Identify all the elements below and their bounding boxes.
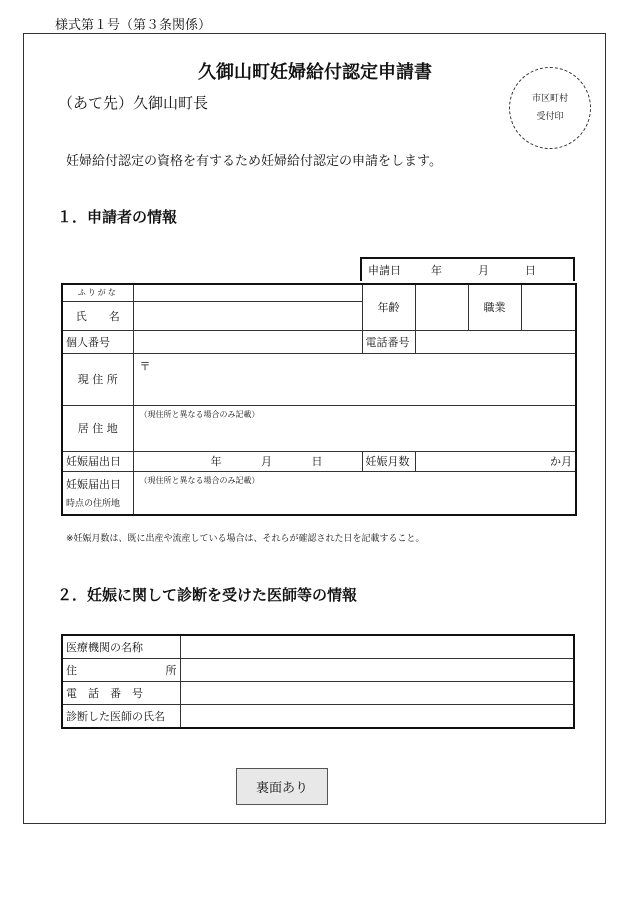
current-address-field[interactable] (133, 353, 576, 405)
application-date-month: 月 (478, 264, 489, 277)
application-date-label: 申請日 (368, 264, 401, 277)
pregnancy-months-field[interactable] (415, 451, 576, 471)
form-title: 久御山町妊婦給付認定申請書 (198, 62, 432, 83)
occupation-label: 職業 (468, 284, 521, 330)
report-address-note: （現住所と異なる場合のみ記載） (139, 475, 260, 485)
pregnancy-report-date-field[interactable] (133, 451, 362, 471)
residence-note: （現住所と異なる場合のみ記載） (139, 409, 260, 419)
doctor-phone-field[interactable] (180, 682, 574, 705)
report-address-label-line2: 時点の住所地 (66, 499, 121, 510)
personal-number-field[interactable] (133, 330, 362, 353)
report-address-field[interactable] (133, 471, 576, 515)
age-field[interactable] (415, 284, 468, 330)
name-field[interactable] (133, 301, 362, 330)
section-2-heading: ２．妊娠に関して診断を受けた医師等の情報 (57, 586, 358, 604)
postal-mark: 〒 (139, 359, 151, 373)
institution-label: 医療機関の名称 (62, 635, 180, 659)
phone-label: 電話番号 (362, 330, 415, 353)
stamp-line2: 受付印 (536, 112, 564, 122)
name-label: 氏 名 (62, 301, 133, 330)
applicant-table (61, 283, 577, 516)
current-address-label: 現 住 所 (62, 353, 133, 405)
doctor-phone-label: 電 話 番 号 (62, 682, 180, 705)
institution-field[interactable] (180, 635, 574, 659)
age-label: 年齢 (362, 284, 415, 330)
report-address-label (62, 471, 133, 515)
footnote: ※妊娠月数は、既に出産や流産している場合は、それらが確認された日を記載すること。 (66, 534, 425, 544)
months-unit: か月 (550, 455, 572, 468)
doctor-name-field[interactable] (180, 705, 574, 729)
lead-text: 妊婦給付認定の資格を有するため妊婦給付認定の申請をします。 (66, 154, 442, 169)
report-year: 年 (210, 455, 222, 468)
pregnancy-report-date-label: 妊娠届出日 (62, 451, 133, 471)
reception-stamp-area (509, 67, 591, 149)
application-date-year: 年 (431, 264, 442, 277)
residence-field[interactable] (133, 405, 576, 451)
addressee: （あて先）久御山町長 (58, 94, 209, 112)
doctor-table (61, 634, 575, 729)
furigana-field[interactable] (133, 284, 362, 301)
doctor-address-field[interactable] (180, 659, 574, 682)
occupation-field[interactable] (521, 284, 576, 330)
furigana-label: ふりがな (62, 284, 133, 301)
phone-field[interactable] (415, 330, 576, 353)
doctor-name-label: 診断した医師の氏名 (62, 705, 180, 729)
doctor-address-label-a: 住 (66, 664, 77, 677)
form-number-label: 様式第１号（第３条関係） (55, 18, 212, 33)
section-1-heading: １．申請者の情報 (57, 208, 178, 226)
personal-number-label: 個人番号 (62, 330, 133, 353)
pregnancy-months-label: 妊娠月数 (362, 451, 415, 471)
application-date-day: 日 (525, 264, 536, 277)
application-date-row (360, 257, 575, 281)
residence-label: 居 住 地 (62, 405, 133, 451)
doctor-address-label-b: 所 (165, 664, 177, 677)
report-address-label-line1: 妊娠届出日 (66, 478, 121, 492)
report-day: 日 (311, 455, 323, 468)
back-side-button[interactable]: 裏面あり (236, 768, 328, 805)
report-month: 月 (261, 455, 272, 468)
stamp-line1: 市区町村 (531, 94, 568, 104)
doctor-address-label (62, 659, 180, 682)
